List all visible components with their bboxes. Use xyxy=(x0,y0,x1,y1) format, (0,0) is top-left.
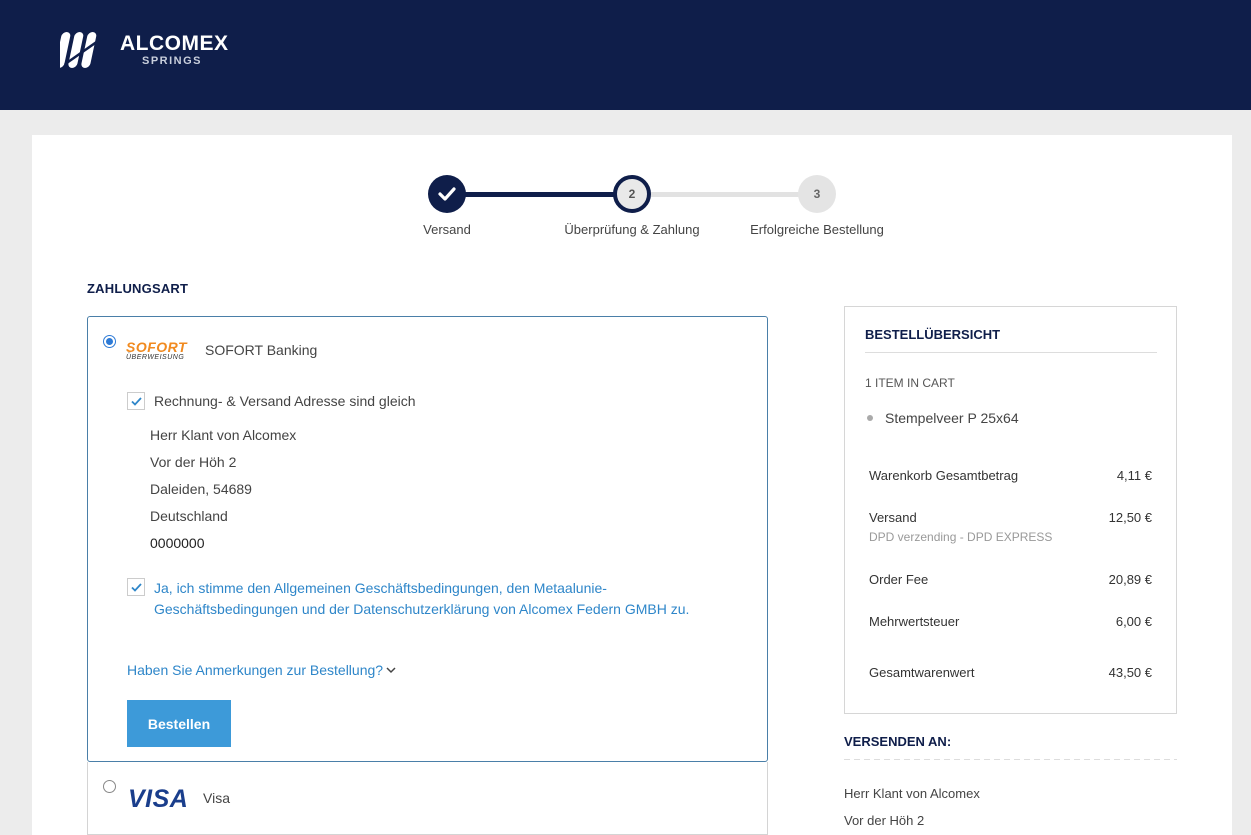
step-1-circle xyxy=(428,175,466,213)
checkmark-icon xyxy=(131,583,142,592)
address-line: Herr Klant von Alcomex xyxy=(150,427,297,443)
address-line: Vor der Höh 2 xyxy=(150,454,237,470)
payment-method-visa[interactable] xyxy=(87,762,768,835)
summary-row-value: 6,00 € xyxy=(1115,614,1152,629)
summary-row-value: 43,50 € xyxy=(1108,665,1152,680)
brand-logo[interactable] xyxy=(60,28,230,74)
chevron-down-icon xyxy=(386,667,396,674)
address-phone: 0000000 xyxy=(150,535,205,551)
payment-method-sofort[interactable] xyxy=(87,316,768,762)
sofort-logo-sub: ÜBERWEISUNG xyxy=(126,354,185,361)
shipping-title: VERSENDEN AN: xyxy=(844,734,952,749)
divider xyxy=(865,352,1157,353)
alcomex-logo-icon xyxy=(60,28,106,72)
summary-row-label: Order Fee xyxy=(869,572,929,587)
step-2-label: Überprüfung & Zahlung xyxy=(564,222,700,237)
summary-title: BESTELLÜBERSICHT xyxy=(865,327,1001,342)
summary-row-label: Versand xyxy=(869,510,917,525)
address-line: Deutschland xyxy=(150,508,228,524)
step-2-circle: 2 xyxy=(613,175,651,213)
visa-logo: VISA xyxy=(128,785,189,813)
header-bar xyxy=(0,0,1251,110)
summary-row-label: Gesamtwarenwert xyxy=(869,665,975,680)
same-address-label[interactable]: Rechnung- & Versand Adresse sind gleich xyxy=(154,393,416,409)
sofort-logo xyxy=(126,339,198,363)
summary-row-sub: DPD verzending - DPD EXPRESS xyxy=(869,530,1053,544)
step-1-label: Versand xyxy=(423,222,471,237)
visa-method-name: Visa xyxy=(203,790,230,806)
remarks-link[interactable] xyxy=(127,662,396,678)
bullet-icon xyxy=(867,415,873,421)
shipping-line: Herr Klant von Alcomex xyxy=(844,786,980,801)
progress-line-done xyxy=(447,192,632,197)
remarks-link-text: Haben Sie Anmerkungen zur Bestellung? xyxy=(127,662,384,678)
shipping-line: Vor der Höh 2 xyxy=(844,813,925,828)
summary-row-value: 4,11 € xyxy=(1116,468,1152,483)
address-line: Daleiden, 54689 xyxy=(150,481,252,497)
check-icon xyxy=(438,187,456,201)
brand-sub: SPRINGS xyxy=(142,55,203,67)
cart-item-name: Stempelveer P 25x64 xyxy=(885,410,1019,426)
terms-label[interactable]: Ja, ich stimme den Allgemeinen Geschäftsbedingungen, den Metaalunie-Geschäftsbedingungen und der Datenschutzerklärung von Alcomex Federn GMBH zu. xyxy=(154,580,690,617)
step-3-label: Erfolgreiche Bestellung xyxy=(750,222,884,237)
terms-checkbox[interactable] xyxy=(127,578,145,596)
order-button[interactable]: Bestellen xyxy=(127,700,231,747)
order-summary xyxy=(844,306,1177,714)
same-address-checkbox[interactable] xyxy=(127,392,145,410)
sofort-method-name: SOFORT Banking xyxy=(205,342,318,358)
checkout-card xyxy=(32,135,1232,835)
cart-item xyxy=(867,410,1019,426)
checkmark-icon xyxy=(131,397,142,406)
brand-name: ALCOMEX xyxy=(120,32,229,55)
sofort-radio[interactable] xyxy=(103,335,116,348)
summary-row-label: Warenkorb Gesamtbetrag xyxy=(869,468,1019,483)
summary-row-label: Mehrwertsteuer xyxy=(869,614,960,629)
sofort-logo-text: SOFORT xyxy=(126,339,188,355)
payment-section-title: ZAHLUNGSART xyxy=(87,281,189,296)
cart-count: 1 ITEM IN CART xyxy=(865,376,955,390)
summary-row-value: 20,89 € xyxy=(1108,572,1152,587)
summary-row-value: 12,50 € xyxy=(1108,510,1152,525)
divider xyxy=(844,759,1177,760)
step-3-circle: 3 xyxy=(798,175,836,213)
progress-line-todo xyxy=(632,192,817,197)
visa-radio[interactable] xyxy=(103,780,116,793)
